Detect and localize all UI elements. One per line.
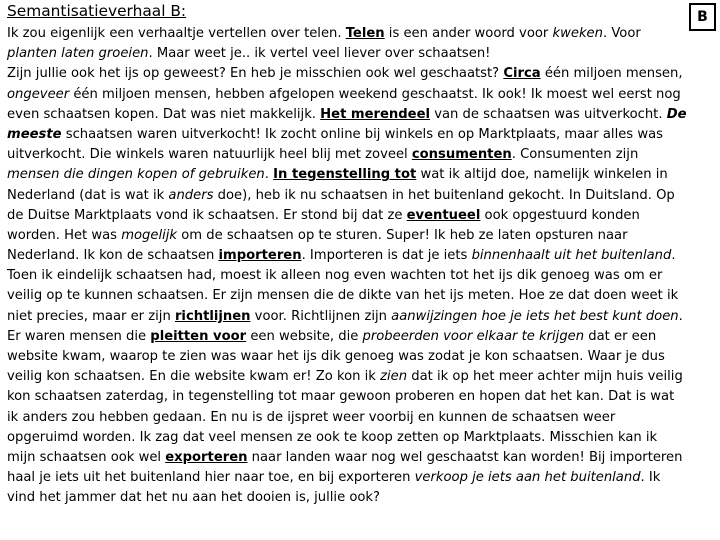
vocabulary-term: consumenten [411,147,512,163]
vocabulary-term: Het merendeel [320,106,431,122]
story-line [7,125,719,145]
text-run: een website, die [246,328,363,344]
text-run: Toen ik eindelijk schaatsen had, moest ik alleen nog even wachten tot het ijs dik genoeg was om er [7,268,663,284]
story-line [7,387,719,407]
text-run: . [671,248,676,264]
text-run: voor. Richtlijnen zijn [250,308,392,324]
story-line [7,24,719,44]
text-run: mijn schaatsen ook wel [7,449,166,465]
story-line [7,327,719,347]
text-run: Zijn jullie ook het ijs op geweest? En heb je misschien ook wel geschaatst? [7,66,504,82]
vocabulary-term: importeren [218,248,302,264]
definition-phrase: ongeveer [7,86,70,102]
text-run: uitverkocht. Die winkels waren natuurlijk heel blij met zoveel [7,147,412,163]
text-run: naar landen waar nog wel geschaatst kan worden! Bij importeren [247,449,683,465]
story-line [7,105,719,125]
story-line [7,246,719,266]
text-run: één miljoen mensen, hebben afgelopen weekend geschaatst. Ik ook! Ik moest wel eerst nog [69,86,681,102]
story-line [7,367,719,387]
vocabulary-term: exporteren [165,449,248,465]
story-line [7,186,719,206]
definition-phrase: probeerden voor elkaar te krijgen [362,328,585,344]
vocabulary-term: eventueel [406,207,481,223]
story-line [7,44,719,64]
text-run: wat ik altijd doe, namelijk winkelen in [416,167,668,183]
text-run: worden. Het was [7,227,122,243]
version-badge: B [689,3,716,31]
text-run: ik anders zou hebben gedaan. En nu is de ijspret weer voorbij en kunnen de schaatsen weer [7,409,616,425]
text-run: . [264,167,274,183]
story-title: Semantisatieverhaal B: [7,2,187,20]
text-run: één miljoen mensen, [540,66,683,82]
story-line [7,64,719,84]
story-line [7,226,719,246]
vocabulary-term: Circa [503,66,541,82]
text-run: Nederland (dat is wat ik [7,187,169,203]
vocabulary-term: richtlijnen [174,308,251,324]
story-line [7,165,719,185]
definition-phrase: verkoop je iets aan het buitenland [414,470,641,486]
text-run: niet precies, maar er zijn [7,308,175,324]
story-line [7,488,719,508]
vocabulary-term: Telen [345,26,385,41]
vocabulary-term: In tegenstelling tot [273,167,417,183]
definition-phrase: De [666,106,687,122]
text-run: veilig kon schaatsen. En die website kwam er! Zo kon ik [7,369,381,385]
story-line [7,85,719,105]
definition-phrase: planten laten groeien [7,46,149,62]
text-run: vind het jammer dat het nu aan het dooien is, jullie ook? [7,490,381,506]
definition-phrase: anders [168,187,214,203]
text-run: haal je iets uit het buitenland hier naar toe, en bij exporteren [7,470,415,486]
story-line [7,468,719,488]
text-run: website kwam, waarop te zien was waar het ijs dik genoeg was zodat je kon schaatsen. Waar je dus [7,349,665,364]
definition-phrase: mensen die dingen kopen of gebruiken [7,167,265,183]
story-line [7,408,719,428]
story-line [7,307,719,327]
text-run: om de schaatsen op te sturen. Super! Ik heb ze laten opsturen naar [177,227,628,243]
story-text [7,24,719,509]
text-run: Ik zou eigenlijk een verhaaltje vertellen over telen. [7,26,346,41]
definition-phrase: kweken [552,26,603,41]
text-run: doe), heb ik nu schaatsen in het buitenland gekocht. In Duitsland. Op [213,187,675,203]
vocabulary-term: pleitten voor [150,328,247,344]
text-run: ook opgestuurd konden [480,207,640,223]
story-line [7,347,719,367]
text-run: van de schaatsen was uitverkocht. [430,106,667,122]
definition-phrase: mogelijk [121,227,178,243]
text-run: is een ander woord voor [384,26,553,41]
text-run: dat ik op het meer achter mijn huis veilig [407,369,683,385]
story-line [7,266,719,286]
text-run: . Ik [640,470,661,486]
text-run: schaatsen waren uitverkocht! Ik zocht online bij winkels en op Marktplaats, maar alles was [61,126,663,142]
definition-phrase: binnenhaalt uit het buitenland [471,248,672,264]
definition-phrase: aanwijzingen hoe je iets het best kunt doen [391,308,679,324]
text-run: even schaatsen kopen. Dat was niet makkelijk. [7,106,321,122]
story-line [7,448,719,468]
text-run: . Maar weet je.. ik vertel veel liever over schaatsen! [148,46,491,62]
text-run: . [678,308,683,324]
text-run: dat er een [584,328,657,344]
text-run: . Importeren is dat je iets [301,248,472,264]
story-line [7,145,719,165]
text-run: Er waren mensen die [7,328,151,344]
text-run: . Voor [602,26,641,41]
definition-phrase: meeste [7,126,62,142]
story-line [7,206,719,226]
text-run: kon schaatsen zaterdag, in tegenstelling tot maar gewoon proberen en hopen dat het kan. Dat is wat [7,389,675,405]
text-run: Nederland. Ik kon de schaatsen [7,248,219,264]
text-run: opgeruimd worden. Ik zag dat veel mensen ze ook te koop zetten op Marktplaats. Misschien kan ik [7,429,658,445]
story-line [7,286,719,306]
text-run: . Consumenten zijn [511,147,639,163]
text-run: de Duitse Marktplaats vond ik schaatsen. Er stond bij dat ze [7,207,407,223]
text-run: veilig op te kunnen schaatsen. Er zijn mensen die de dikte van het ijs meten. Hoe ze dat doen weet ik [7,288,679,304]
definition-phrase: zien [380,369,408,385]
story-line [7,428,719,448]
